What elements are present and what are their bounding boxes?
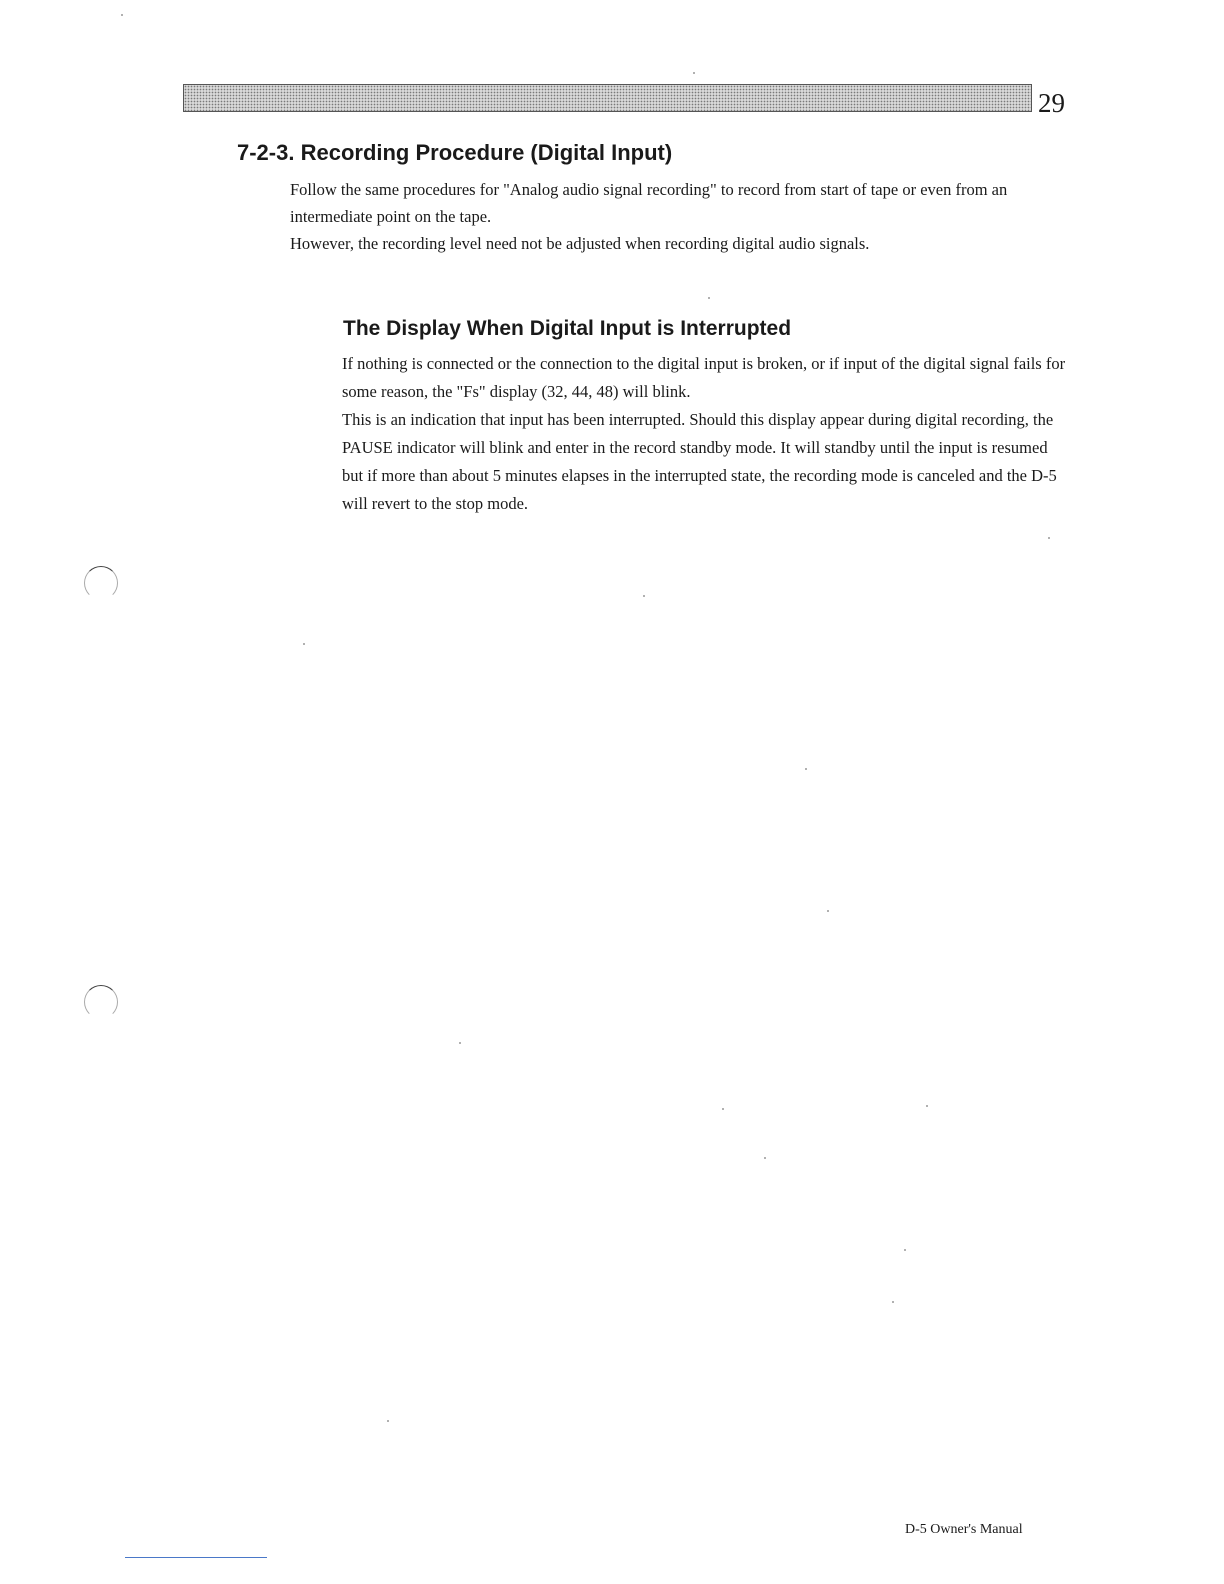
scan-speck bbox=[805, 768, 807, 770]
scan-speck bbox=[121, 14, 123, 16]
scan-speck bbox=[1048, 537, 1050, 539]
section-body bbox=[290, 176, 1070, 257]
scan-speck bbox=[708, 297, 710, 299]
subsection-heading: The Display When Digital Input is Interrupted bbox=[343, 317, 792, 340]
subsection-paragraph: If nothing is connected or the connection to the digital input is broken, or if input of the digital signal fails for some reason, the "Fs" display (32, 44, 48) will blink. bbox=[342, 354, 1066, 401]
header-bar bbox=[183, 84, 1032, 112]
scan-speck bbox=[693, 72, 695, 74]
scan-speck bbox=[827, 910, 829, 912]
punch-hole bbox=[84, 985, 118, 1019]
scan-speck bbox=[459, 1042, 461, 1044]
scan-speck bbox=[722, 1108, 724, 1110]
scan-speck bbox=[904, 1249, 906, 1251]
scan-speck bbox=[387, 1420, 389, 1422]
scan-speck bbox=[764, 1157, 766, 1159]
section-paragraph: Follow the same procedures for "Analog audio signal recording" to record from start of tape or even from an intermediate point on the tape. bbox=[290, 180, 1008, 226]
section-heading: 7-2-3. Recording Procedure (Digital Input) bbox=[237, 140, 673, 165]
punch-hole bbox=[84, 566, 118, 600]
scan-speck bbox=[643, 595, 645, 597]
subsection-paragraph: This is an indication that input has been interrupted. Should this display appear during digital recording, the PAUSE indicator will blink and enter in the record standby mode. It will standby until the input is resumed but if more than about 5 minutes elapses in the interrupted state, the recording mode is canceled and the D-5 will revert to the stop mode. bbox=[342, 410, 1057, 513]
scan-speck bbox=[303, 643, 305, 645]
section-paragraph: However, the recording level need not be adjusted when recording digital audio signals. bbox=[290, 234, 870, 253]
bottom-rule bbox=[125, 1557, 267, 1558]
page-number: 29 bbox=[1038, 88, 1065, 118]
footer-manual-title: D-5 Owner's Manual bbox=[905, 1522, 1023, 1537]
scan-speck bbox=[892, 1301, 894, 1303]
subsection-body bbox=[342, 350, 1072, 518]
scan-speck bbox=[926, 1105, 928, 1107]
